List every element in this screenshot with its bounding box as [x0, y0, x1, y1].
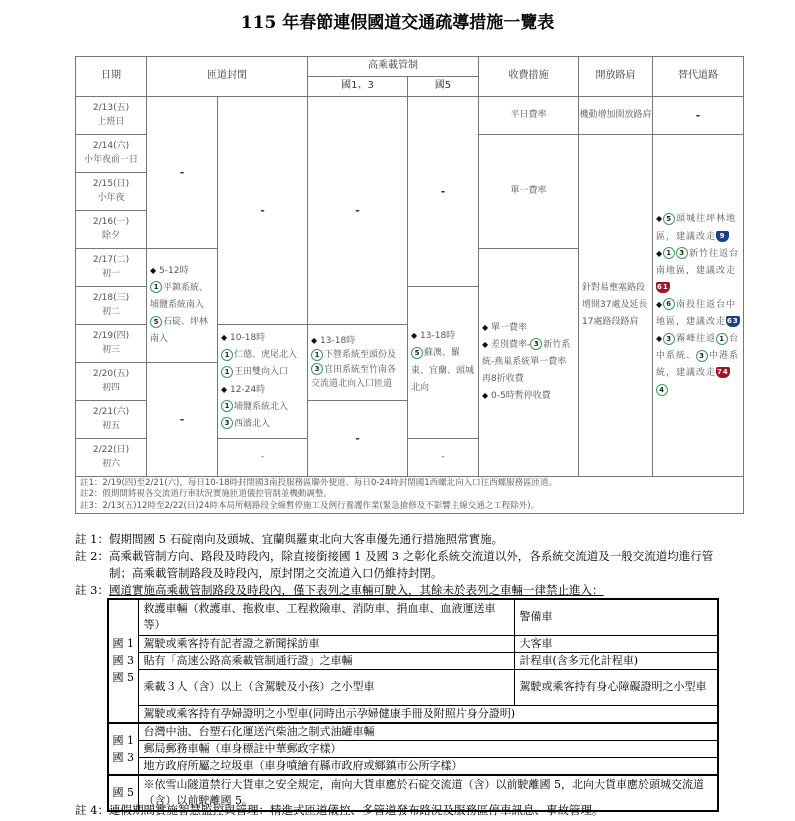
- date-cell: 2/13(五) 上班日: [76, 97, 147, 135]
- vehicle-cell: 救護車輛（救護車、拖救車、工程救險車、消防車、捐血車、血液運送車等）: [138, 599, 514, 635]
- ramp-a-none: -: [147, 363, 218, 477]
- group-label: 國 5: [108, 775, 138, 811]
- freeway-icon: 4: [656, 384, 668, 396]
- date-cell: 2/14(六) 小年夜前一日: [76, 135, 147, 173]
- date-cell: 2/18(三) 初二: [76, 287, 147, 325]
- allowed-vehicles-table: [107, 598, 719, 812]
- freeway-icon: 1: [221, 400, 233, 412]
- table-footnotes: 註1：2/19(四)至2/21(六)，每日10-18時封閉國3南投服務區聯外便道、每日0-24時封閉國1西螺北向入口往西螺服務區匝道。 註2：假期間將視各交流道行車狀況實施匝道儀控管制並機動調整。 註3：2/13(五)12時至2/22(日)24時本局所轄路段全線暫停施工及例行養護作業(緊急搶修及不影響主線交通之工程除外)。: [76, 477, 744, 514]
- vehicle-cell: 駕駛或乘客持有身心障礙證明之小型車: [514, 669, 718, 705]
- hov13-none: -: [308, 401, 408, 477]
- expressway-shield-icon: 74: [717, 368, 729, 377]
- freeway-icon: 3: [530, 338, 542, 350]
- freeway-icon: 5: [411, 347, 423, 359]
- freeway-icon: 1: [150, 281, 162, 293]
- freeway-icon: 3: [311, 363, 323, 375]
- provincial-highway-shield-icon: 9: [716, 231, 729, 242]
- ramp-b-none: -: [218, 439, 308, 477]
- shoulder-r2: 針對易壅塞路段增開37處及延長17處路段路肩: [579, 135, 653, 477]
- vehicle-cell: 台灣中油、台塑石化運送汽柴油之制式油罐車輛: [138, 723, 718, 741]
- hov5-control: ◆ 13-18時 5 蘇澳、羅東、宜蘭、頭城北向: [408, 287, 479, 439]
- header-hov: 高乘載管制: [308, 57, 479, 77]
- hov13-control: ◆ 13-18時 1 下營系統至頭份及 3 官田系統至竹南各交流道北向入口匝道: [308, 325, 408, 401]
- note-3: 註 3： 國道實施高乘載管制路段及時段內，僅下表列之車輛可駛入，其餘未於表列之車輛一律禁止進入：: [75, 583, 604, 597]
- freeway-icon: 3: [221, 417, 233, 429]
- ramp-b-closure: ◆ 10-18時 1 仁德、虎尾北入 1 王田雙向入口 ◆ 12-24時 1 埔鹽系統北入 3 西濱北入: [218, 325, 308, 439]
- freeway-icon: 3: [663, 333, 675, 345]
- notes: [75, 531, 735, 599]
- ramp-a-closure: ◆ 5-12時 1 平鎮系統、埔鹽系統南入 5 石碇、坪林南入: [147, 249, 218, 363]
- freeway-icon: 1: [663, 247, 675, 259]
- header-toll: 收費措施: [479, 57, 579, 97]
- date-cell: 2/15(日) 小年夜: [76, 173, 147, 211]
- hov5-none: -: [408, 97, 479, 287]
- measures-table: [75, 56, 744, 514]
- vehicle-cell: 乘載３人（含）以上（含駕駛及小孩）之小型車: [138, 669, 514, 705]
- ramp-a-none: -: [147, 97, 218, 249]
- freeway-icon: 3: [676, 247, 688, 259]
- date-cell: 2/22(日) 初六: [76, 439, 147, 477]
- freeway-icon: 1: [221, 366, 233, 378]
- toll-single: 單一費率: [479, 135, 579, 249]
- page-title: 115 年春節連假國道交通疏導措施一覽表: [240, 13, 555, 33]
- vehicle-cell: 地方政府所屬之垃圾車（車身噴繪有縣市政府或鄉鎮市公所字樣）: [138, 757, 718, 775]
- freeway-icon: 5: [663, 213, 675, 225]
- alt-routes: ◆ 5 頭城往坪林地區，建議改走 9 ◆ 1 3 新竹往返台南地區，建議改走61 ◆ 6 南投往返台中地區，建議改走63 ◆ 3 霧峰往返 1 台中系統、 3 中港系統，建議改走744: [653, 135, 744, 477]
- header-hov13: 國1、3: [308, 77, 408, 97]
- header-hov5: 國5: [408, 77, 479, 97]
- freeway-icon: 6: [663, 298, 675, 310]
- note-1: 註 1： 假期間國 5 石碇南向及頭城、宜蘭與羅東北向大客車優先通行措施照常實施。: [75, 532, 504, 546]
- vehicle-cell: 貼有「高速公路高乘載管制通行證」之車輛: [138, 652, 514, 669]
- header-date: 日期: [76, 57, 147, 97]
- date-cell: 2/21(六) 初五: [76, 401, 147, 439]
- header-ramp: 匝道封閉: [147, 57, 308, 97]
- toll-weekday: 平日費率: [479, 97, 579, 135]
- toll-measures: ◆ 單一費率 ◆ 差別費率- 3 新竹系統-燕巢系統單一費率再8折收費 ◆ 0-5時暫停收費: [479, 249, 579, 477]
- vehicle-cell: 計程車(含多元化計程車): [514, 652, 718, 669]
- date-cell: 2/17(二) 初一: [76, 249, 147, 287]
- hov13-none: -: [308, 97, 408, 325]
- vehicle-cell: 駕駛或乘客持有記者證之新聞採訪車: [138, 635, 514, 652]
- alt-none: -: [653, 97, 744, 135]
- freeway-icon: 5: [150, 316, 162, 328]
- vehicle-cell: 郵局郵務車輛（車身標註中華郵政字樣）: [138, 740, 718, 757]
- vehicle-cell: 大客車: [514, 635, 718, 652]
- date-cell: 2/16(一) 除夕: [76, 211, 147, 249]
- expressway-shield-icon: 63: [727, 317, 739, 326]
- freeway-icon: 3: [696, 350, 708, 362]
- vehicle-cell: ※依雪山隧道禁行大貨車之安全規定，南向大貨車應於石碇交流道（含）以前駛離國 5，北向大貨車應於頭城交流道（含）以前駛離國 5。: [138, 775, 718, 811]
- group-label: 國 1 國 3: [108, 723, 138, 775]
- expressway-shield-icon: 61: [657, 282, 669, 291]
- date-cell: 2/20(五) 初四: [76, 363, 147, 401]
- freeway-icon: 1: [221, 349, 233, 361]
- header-shoulder: 開放路肩: [579, 57, 653, 97]
- note-4: 註 4：連假期間實施智慧監控與管理：精進式匝道儀控、多管道發布路況及服務區停車訊息、事故管理。: [75, 803, 604, 817]
- hov5-none: -: [408, 439, 479, 477]
- vehicle-cell: 駕駛或乘客持有孕婦證明之小型車(同時出示孕婦健康手冊及附照片身分證明): [138, 705, 718, 723]
- note-2: 註 2： 高乘載管制方向、路段及時段內，除直接銜接國 1 及國 3 之彰化系統交流道以外，各系統交流道及一般交流道均進行管制；高乘載管制路段及時段內，原封閉之交流道入口仍維持封閉。: [75, 549, 714, 580]
- date-cell: 2/19(四) 初三: [76, 325, 147, 363]
- header-alt: 替代道路: [653, 57, 744, 97]
- group-label: 國 1 國 3 國 5: [108, 599, 138, 723]
- ramp-b-none: -: [218, 97, 308, 325]
- vehicle-cell: 警備車: [514, 599, 718, 635]
- shoulder-r1: 機動增加開放路肩: [579, 97, 653, 135]
- freeway-icon: 1: [311, 349, 323, 361]
- freeway-icon: 1: [716, 333, 728, 345]
